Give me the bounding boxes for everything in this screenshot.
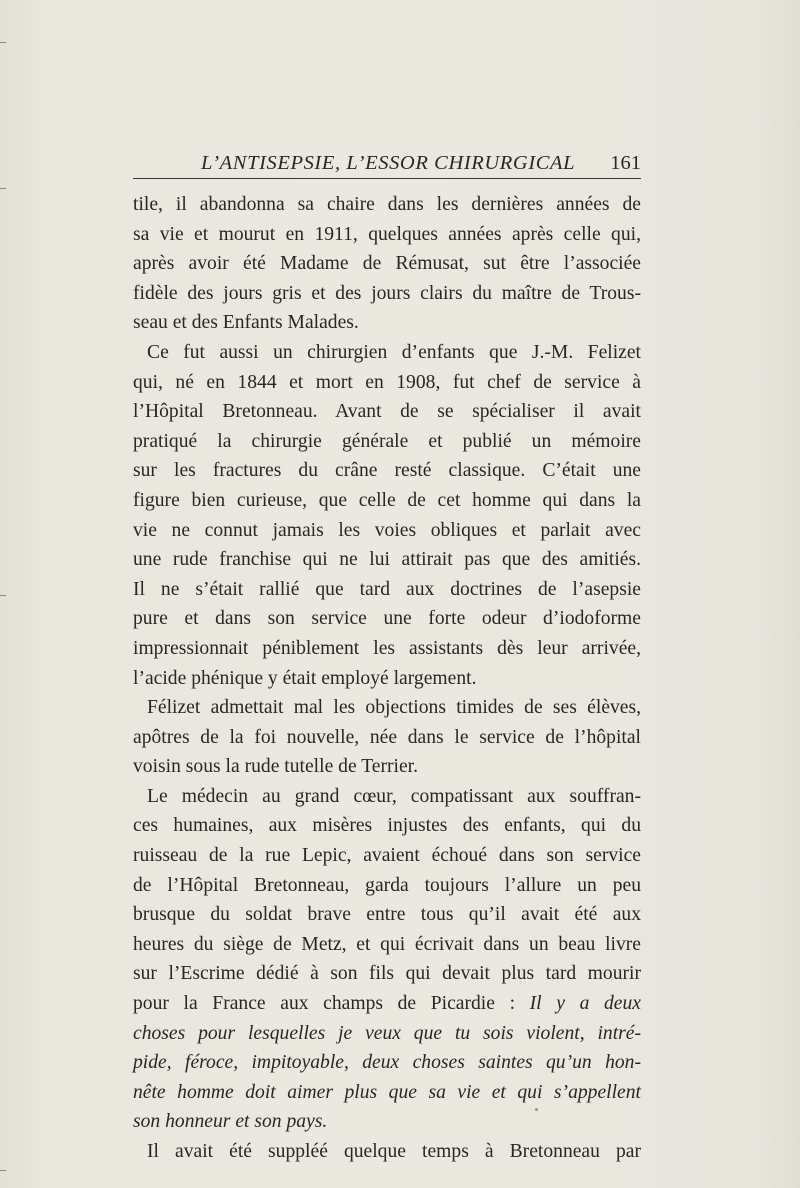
text-line: tile, il abandonna sa chaire dans les dernières années de (133, 194, 641, 215)
text-line: voisin sous la rude tutelle de Terrier. (133, 756, 419, 778)
text-line: impressionnait péniblement les assistants dès leur arrivée, (133, 637, 641, 659)
text-line: qui, né en 1844 et mort en 1908, fut chef de service à (133, 371, 641, 393)
text-line: brusque du soldat brave entre tous qu’il avait été aux (133, 904, 641, 926)
text-line: ruisseau de la rue Lepic, avaient échoué dans son service (133, 845, 641, 867)
text-line: ces humaines, aux misères injustes des enfants, qui du (133, 815, 641, 837)
italic-line: choses pour lesquelles je veux que tu sois violent, intré- (133, 1022, 641, 1044)
text-line: l’acide phénique y était employé largement. (133, 667, 477, 689)
text-line: Il ne s’était rallié que tard aux doctrines de l’asepsie (133, 578, 641, 600)
paper-speck (535, 1108, 538, 1111)
italic-line: nête homme doit aimer plus que sa vie et qui s’appellent (133, 1081, 641, 1103)
text-line: pratiqué la chirurgie générale et publié un mémoire (133, 430, 641, 452)
running-title: L’ANTISEPSIE, L’ESSOR CHIRURGICAL (201, 152, 576, 174)
edge-mark (0, 595, 6, 596)
text-line: figure bien curieuse, que celle de cet homme qui dans la (133, 489, 641, 511)
text-line: de l’Hôpital Bretonneau, garda toujours l’allure un peu (133, 874, 641, 896)
text-line: heures du siège de Metz, et qui écrivait dans un beau livre (133, 933, 641, 955)
text-line: l’Hôpital Bretonneau. Avant de se spécialiser il avait (133, 401, 641, 423)
text-roman: pour la France aux champs de Picardie : (133, 993, 530, 1015)
page-number: 161 (610, 152, 641, 174)
edge-mark (0, 188, 6, 189)
text-line: fidèle des jours gris et des jours clairs du maître de Trous- (133, 282, 641, 304)
text-line-mixed (133, 989, 641, 1019)
text-line: Félizet admettait mal les objections timides de ses élèves, (147, 697, 641, 719)
text-line: sur l’Escrime dédié à son fils qui devait plus tard mourir (133, 963, 641, 985)
running-header (133, 148, 641, 179)
text-line: pure et dans son service une forte odeur d’iodoforme (133, 608, 641, 630)
text-line: apôtres de la foi nouvelle, née dans le service de l’hôpital (133, 726, 641, 748)
text-line: seau et des Enfants Malades. (133, 312, 359, 334)
edge-mark (0, 42, 6, 43)
body-text (133, 190, 641, 1167)
text-line: Le médecin au grand cœur, compatissant aux souffran- (147, 785, 641, 807)
text-line: Il avait été suppléé quelque temps à Bretonneau par (147, 1141, 641, 1162)
text-italic: Il y a deux (529, 993, 641, 1015)
text-line: Ce fut aussi un chirurgien d’enfants que J.-M. Felizet (147, 341, 641, 363)
italic-line: son honneur et son pays. (133, 1111, 328, 1133)
text-line: sa vie et mourut en 1911, quelques années après celle qui, (133, 223, 641, 245)
edge-mark (0, 1170, 6, 1171)
text-line: sur les fractures du crâne resté classique. C’était une (133, 460, 641, 482)
text-line: vie ne connut jamais les voies obliques et parlait avec (133, 519, 641, 541)
text-line: une rude franchise qui ne lui attirait pas que des amitiés. (133, 549, 641, 571)
text-line: après avoir été Madame de Rémusat, sut être l’associée (133, 253, 641, 275)
italic-line: pide, féroce, impitoyable, deux choses saintes qu’un hon- (133, 1052, 641, 1074)
